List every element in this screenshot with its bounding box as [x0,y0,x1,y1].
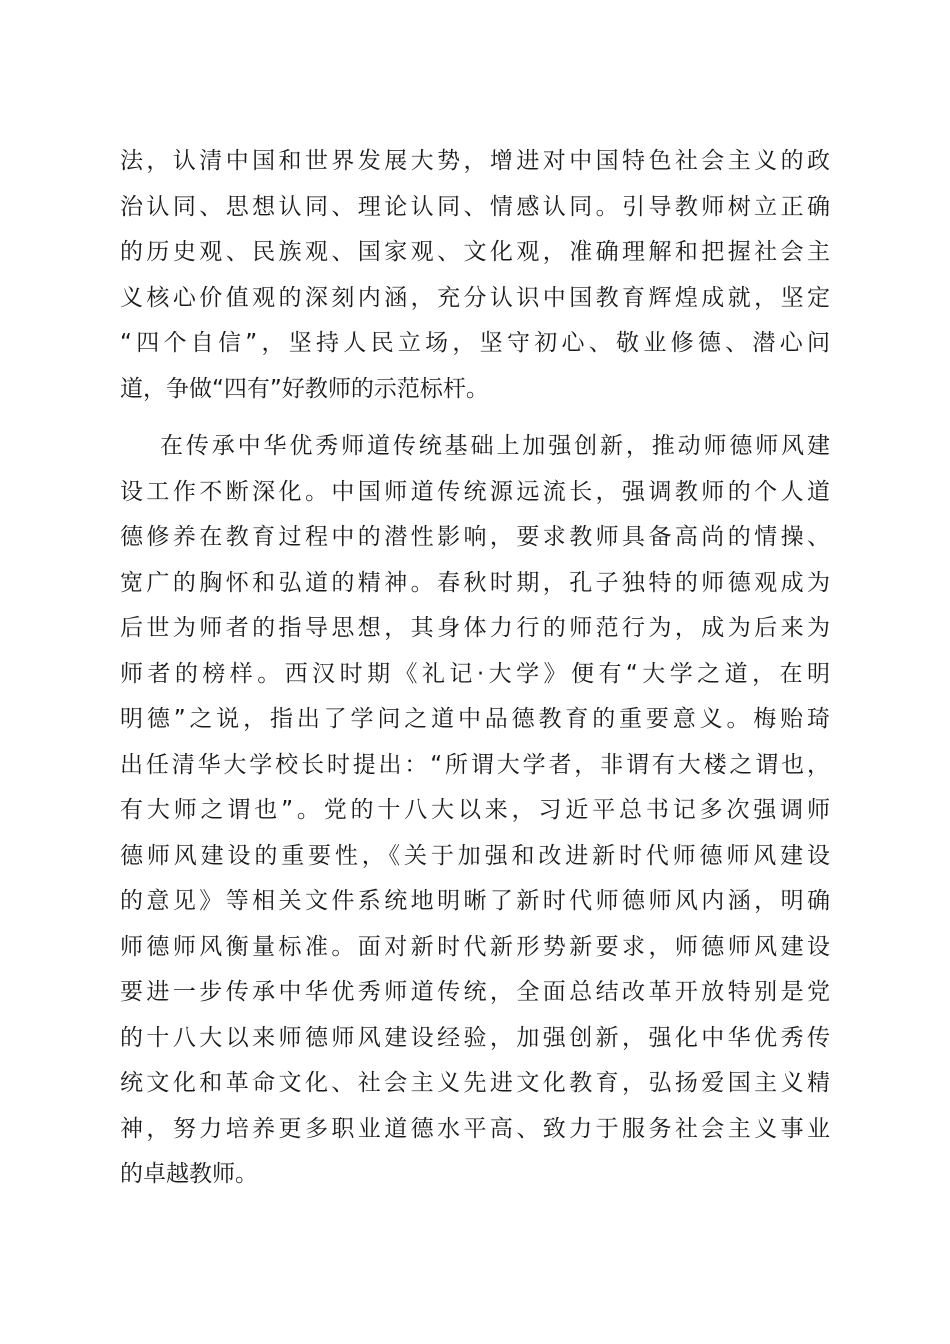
text-line: 明德”之说，指出了学问之道中品德教育的重要意义。梅贻琦 [120,706,830,732]
text-line: 治认同、思想认同、理论认同、情感认同。引导教师树立正确 [120,193,830,220]
text-line: 统文化和革命文化、社会主义先进文化教育，弘扬爱国主义精 [120,1070,830,1096]
text-line: 有大师之谓也”。党的十八大以来，习近平总书记多次强调师 [120,797,830,823]
text-line: “四个自信”，坚持人民立场，坚守初心、敬业修德、潜心问 [120,330,830,356]
text-line: 在传承中华优秀师道传统基础上加强创新，推动师德师风建 [160,433,830,459]
paragraph-1 [120,139,830,412]
text-line: 的十八大以来师德师风建设经验，加强创新，强化中华优秀传 [120,1024,830,1051]
text-line: 道，争做“四有”好教师的示范标杆。 [120,375,489,402]
text-line: 要进一步传承中华优秀师道传统，全面总结改革开放特别是党 [120,979,830,1005]
text-line: 德师风建设的重要性，《关于加强和改进新时代师德师风建设 [120,842,830,869]
text-line: 师德师风衡量标准。面对新时代新形势新要求，师德师风建设 [120,933,830,960]
text-line: 出任清华大学校长时提出：“所谓大学者，非谓有大楼之谓也， [120,751,830,778]
text-line: 神，努力培养更多职业道德水平高、致力于服务社会主义事业 [120,1115,830,1142]
text-line: 的历史观、民族观、国家观、文化观，准确理解和把握社会主 [120,239,830,265]
text-line: 义核心价值观的深刻内涵，充分认识中国教育辉煌成就，坚定 [120,284,830,311]
text-line: 德修养在教育过程中的潜性影响，要求教师具备高尚的情操、 [120,524,830,550]
text-line: 师者的榜样。西汉时期《礼记·大学》便有“大学之道，在明 [120,660,830,687]
paragraph-gap [120,412,830,424]
text-line: 宽广的胸怀和弘道的精神。春秋时期，孔子独特的师德观成为 [120,569,830,596]
paragraph-2 [120,424,830,1198]
document-body [120,139,830,1198]
text-line: 的意见》等相关文件系统地明晰了新时代师德师风内涵，明确 [120,888,830,914]
text-line: 设工作不断深化。中国师道传统源远流长，强调教师的个人道 [120,478,830,505]
text-line: 后世为师者的指导思想，其身体力行的师范行为，成为后来为 [120,615,830,641]
text-line: 法，认清中国和世界发展大势，增进对中国特色社会主义的政 [120,148,830,174]
text-line: 的卓越教师。 [120,1161,258,1187]
